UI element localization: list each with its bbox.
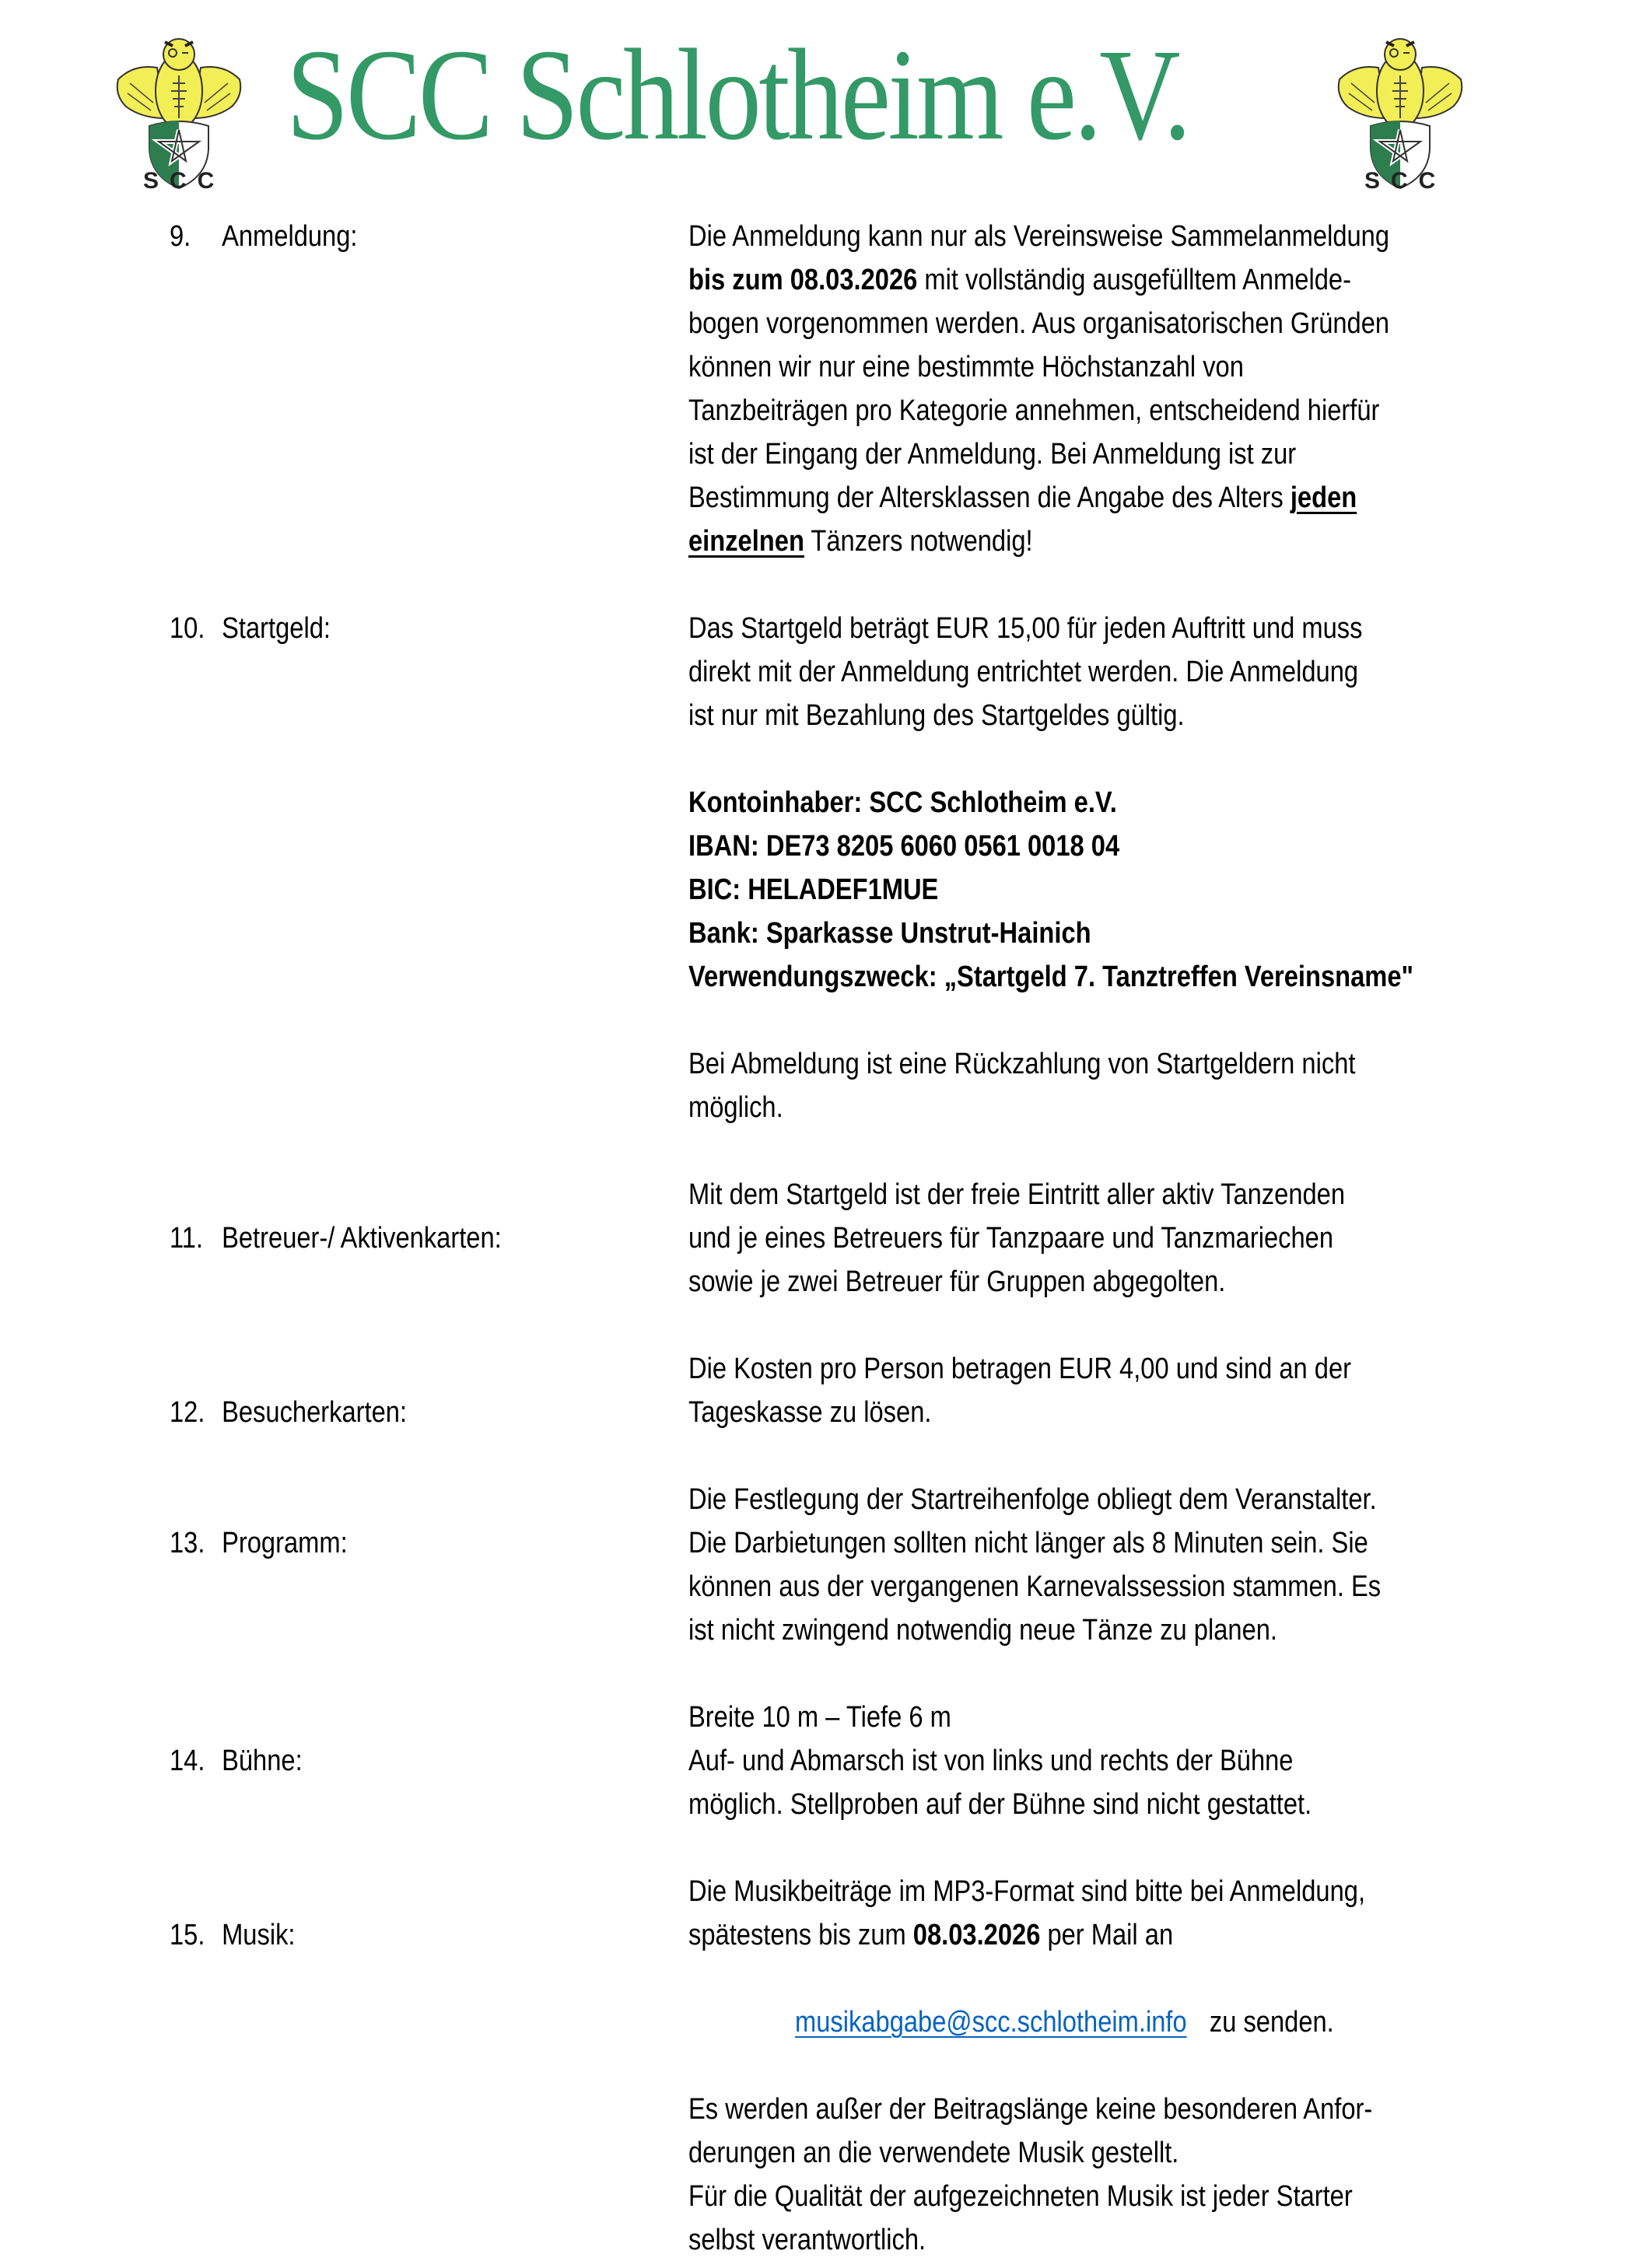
logo-right-letters: SCC [1364, 168, 1447, 194]
section-title: Startgeld: [222, 612, 331, 645]
section-title: Anmeldung: [222, 220, 358, 253]
section-number: 12. [170, 1396, 205, 1429]
body-line: können aus der vergangenen Karnevalssession stammen. Es [688, 1570, 1382, 1603]
bank-name: Bank: Sparkasse Unstrut-Hainich [688, 917, 1091, 950]
body-line: Bei Abmeldung ist eine Rückzahlung von Startgeldern nicht [688, 1048, 1356, 1080]
email-line [795, 2004, 1334, 2041]
body-text: per Mail an [1040, 1919, 1174, 1951]
section-label [170, 1524, 348, 1562]
body-line: Die Darbietungen sollten nicht länger als 8 Minuten sein. Sie [688, 1527, 1368, 1559]
section-number: 9. [170, 220, 191, 253]
email-link[interactable]: musikabgabe@scc.schlotheim.info [795, 2006, 1187, 2039]
section-number: 13. [170, 1527, 205, 1559]
body-line [688, 1916, 1173, 1954]
body-line: Mit dem Startgeld ist der freie Eintritt aller aktiv Tanzenden [688, 1178, 1346, 1211]
section-number: 11. [170, 1222, 204, 1255]
account-holder: Kontoinhaber: SCC Schlotheim e.V. [688, 786, 1117, 819]
deadline-bold: 08.03.2026 [912, 1919, 1041, 1951]
body-line: Tageskasse zu lösen. [688, 1396, 932, 1429]
body-line: möglich. Stellproben auf der Bühne sind nicht gestattet. [688, 1788, 1312, 1821]
section-label [170, 1220, 502, 1257]
owl-icon [117, 39, 241, 128]
section-label [170, 610, 331, 647]
stage-size: Breite 10 m – Tiefe 6 m [688, 1701, 951, 1734]
owl-icon [1339, 39, 1462, 128]
section-title: Besucherkarten: [222, 1396, 408, 1429]
body-line: können wir nur eine bestimmte Höchstanzahl von [688, 351, 1244, 383]
body-line: sowie je zwei Betreuer für Gruppen abgegolten. [688, 1265, 1226, 1298]
bic: BIC: HELADEF1MUE [688, 873, 939, 906]
section-title: Betreuer-/ Aktivenkarten: [222, 1222, 502, 1255]
body-line: Es werden außer der Beitragslänge keine besonderen Anfor- [688, 2093, 1373, 2126]
emphasis-underlined: einzelnen [688, 525, 804, 558]
body-line: Die Kosten pro Person betragen EUR 4,00 und sind an der [688, 1353, 1352, 1385]
section-number: 14. [170, 1745, 205, 1777]
body-line [688, 479, 1357, 516]
body-line: ist der Eingang der Anmeldung. Bei Anmeldung ist zur [688, 438, 1297, 471]
body-line: Tanzbeiträgen pro Kategorie annehmen, entscheidend hierfür [688, 394, 1380, 427]
body-line [688, 261, 1351, 299]
body-line: ist nur mit Bezahlung des Startgeldes gültig. [688, 699, 1185, 732]
body-line: Auf- und Abmarsch ist von links und rechts der Bühne [688, 1745, 1294, 1777]
body-line: direkt mit der Anmeldung entrichtet werden. Die Anmeldung [688, 656, 1359, 688]
body-text: mit vollständig ausgefülltem Anmelde- [917, 264, 1351, 296]
section-number: 10. [170, 612, 205, 645]
logo-left-letters: SCC [143, 168, 226, 194]
deadline-bold: bis zum 08.03.2026 [688, 264, 918, 296]
section-label [170, 1916, 296, 1954]
section-number: 15. [170, 1919, 205, 1951]
body-line: ist nicht zwingend notwendig neue Tänze zu planen. [688, 1614, 1278, 1647]
club-title: SCC Schlotheim e.V. [286, 23, 1189, 167]
body-line: Das Startgeld beträgt EUR 15,00 für jeden Auftritt und muss [688, 612, 1363, 645]
body-line: Die Musikbeiträge im MP3-Format sind bitte bei Anmeldung, [688, 1875, 1366, 1908]
email-suffix: zu senden. [1209, 2006, 1334, 2039]
body-line: selbst verantwortlich. [688, 2224, 926, 2256]
body-line: Die Festlegung der Startreihenfolge obliegt dem Veranstalter. [688, 1483, 1377, 1516]
iban: IBAN: DE73 8205 6060 0561 0018 04 [688, 830, 1120, 863]
emphasis-underlined: jeden [1290, 481, 1357, 514]
body-line: Die Anmeldung kann nur als Vereinsweise Sammelanmeldung [688, 220, 1390, 253]
body-text: Tänzers notwendig! [804, 525, 1033, 558]
body-text: Bestimmung der Altersklassen die Angabe des Alters [688, 481, 1291, 514]
section-label [170, 218, 357, 255]
payment-reference: Verwendungszweck: „Startgeld 7. Tanztreffen Vereinsname" [688, 961, 1414, 993]
section-label [170, 1742, 303, 1780]
body-line: bogen vorgenommen werden. Aus organisatorischen Gründen [688, 307, 1390, 340]
body-line: derungen an die verwendete Musik gestellt. [688, 2137, 1179, 2169]
body-line: und je eines Betreuers für Tanzpaare und Tanzmariechen [688, 1222, 1334, 1255]
body-line: Für die Qualität der aufgezeichneten Musik ist jeder Starter [688, 2180, 1353, 2213]
section-title: Bühne: [222, 1745, 303, 1777]
section-title: Musik: [222, 1919, 296, 1951]
body-text: spätestens bis zum [688, 1919, 913, 1951]
body-line [688, 523, 1033, 560]
body-line: möglich. [688, 1091, 783, 1124]
section-label [170, 1394, 407, 1431]
section-title: Programm: [222, 1527, 348, 1559]
